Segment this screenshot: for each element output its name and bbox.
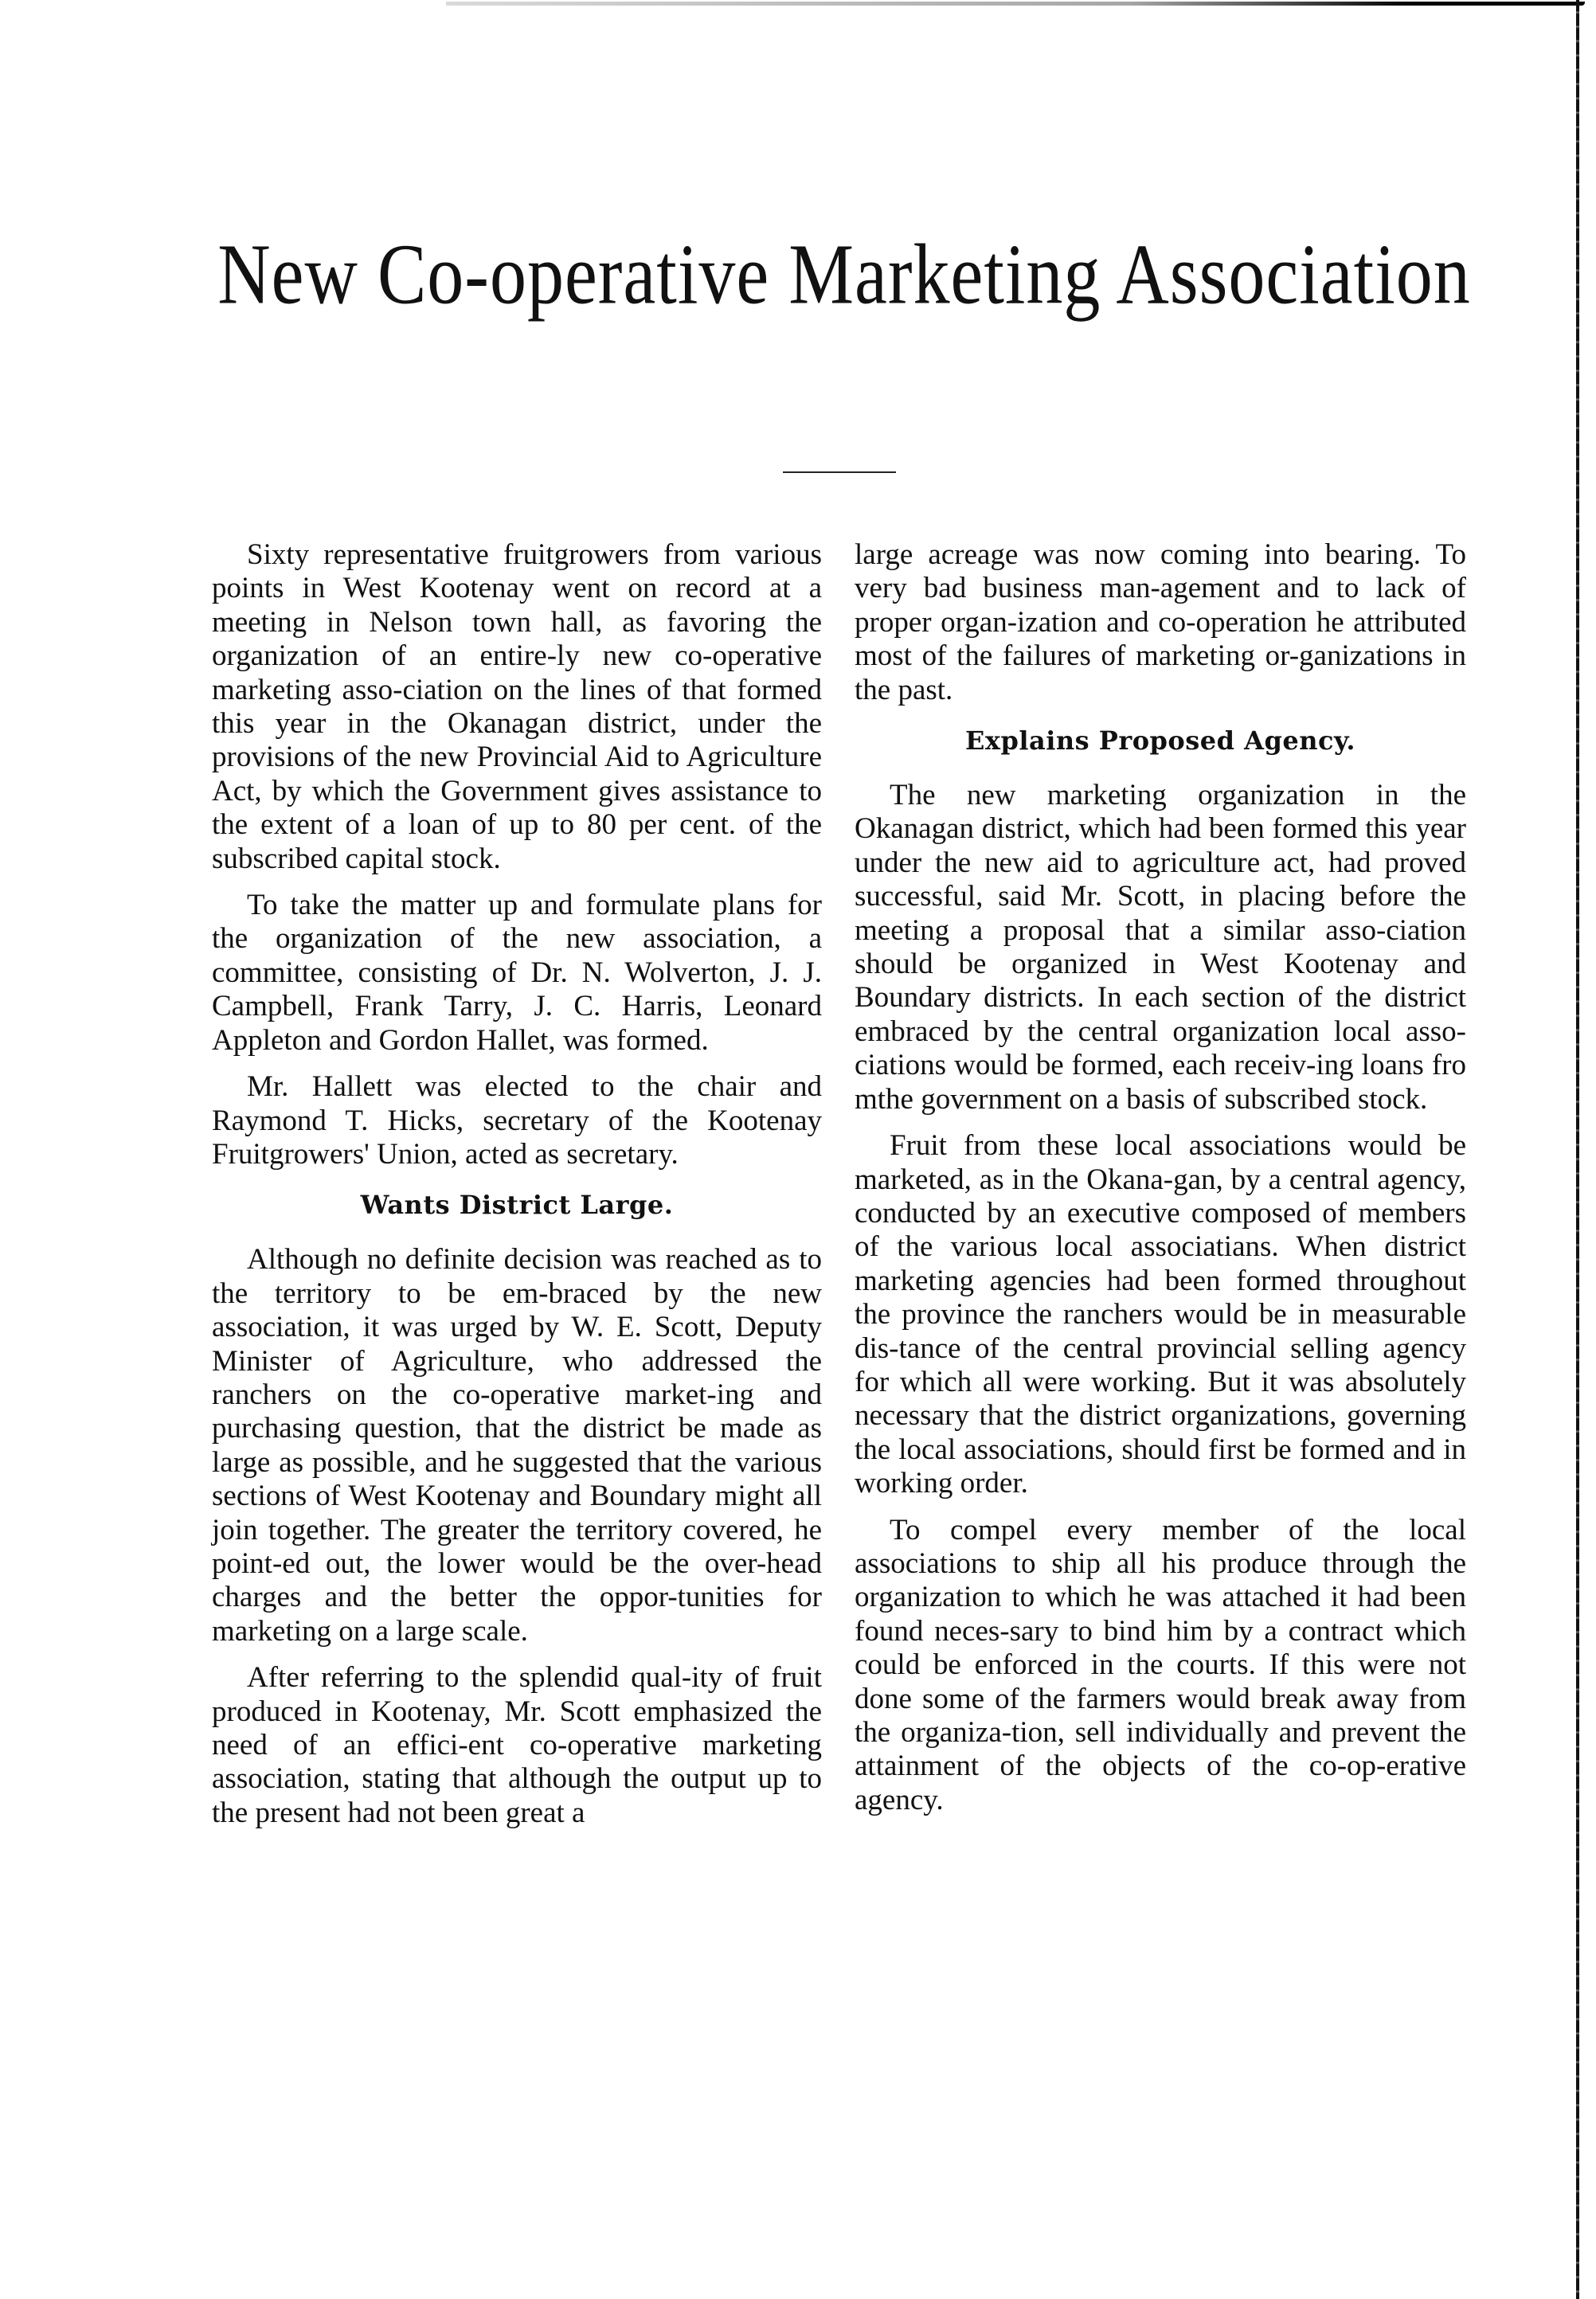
left-column [212, 538, 822, 1843]
paragraph: To take the matter up and formulate plans for the organization of the new association, a committee, consisting of Dr. N. Wolverton, J. J. Campbell, Frank Tarry, J. C. Harris, Leonard Appleton and Gordon Hallet, was formed. [212, 889, 822, 1057]
paragraph-continuation: large acreage was now coming into bearing. To very bad business man-agement and to lack of proper organ-ization and co-operation he attributed most of the failures of marketing or-ganizations in the past. [855, 538, 1466, 706]
paragraph: Fruit from these local associations would be marketed, as in the Okana-gan, by a central agency, conducted by an executive composed of members of the various local associatians. When district marketing agencies had been formed throughout the province the ranchers would be in measurable dis-tance of the central provincial selling agency for which all were working. But it was absolutely necessary that the district organizations, governing the local associations, should first be formed and in working order. [855, 1129, 1466, 1500]
article-title: New Co-operative Marketing Association [217, 225, 1471, 323]
paragraph: Mr. Hallett was elected to the chair and Raymond T. Hicks, secretary of the Kootenay Fruitgrowers' Union, acted as secretary. [212, 1070, 822, 1171]
title-divider [783, 471, 896, 473]
paragraph: The new marketing organization in the Okanagan district, which had been formed this year under the new aid to agriculture act, had proved successful, said Mr. Scott, in placing before the meeting a proposal that a similar asso-ciation should be organized in West Kootenay and Boundary districts. In each section of the district embraced by the central organization local asso-ciations would be formed, each receiv-ing loans fro mthe government on a basis of subscribed stock. [855, 779, 1466, 1116]
paragraph: To compel every member of the local associations to ship all his produce through the organization to which he was attached it had been found neces-sary to bind him by a contract which could be enforced in the courts. If this were not done some of the farmers would break away from the organiza-tion, sell individually and prevent the attainment of the objects of the co-op-erative agency. [855, 1513, 1466, 1816]
paragraph: After referring to the splendid qual-ity of fruit produced in Kootenay, Mr. Scott emphasized the need of an effici-ent co-operative marketing association, stating that although the output up to the present had not been great a [212, 1661, 822, 1829]
paragraph: Although no definite decision was reached as to the territory to be em-braced by the new association, it was urged by W. E. Scott, Deputy Minister of Agriculture, who addressed the ranchers on the co-operative market-ing and purchasing question, that the district be made as large as possible, and he suggested that the various sections of West Kootenay and Boundary might all join together. The greater the territory covered, he point-ed out, the lower would be the over-head charges and the better the oppor-tunities for marketing on a large scale. [212, 1243, 822, 1648]
scan-edge-right [1576, 0, 1579, 2299]
subheading-explains-proposed-agency: Explains Proposed Agency. [964, 725, 1356, 757]
paragraph: Sixty representative fruitgrowers from various points in West Kootenay went on record at a meeting in Nelson town hall, as favoring the organization of an entire-ly new co-operative marketing asso-ciation on the lines of that formed this year in the Okanagan district, under the provisions of the new Provincial Aid to Agriculture Act, by which the Government gives assistance to the extent of a loan of up to 80 per cent. of the subscribed capital stock. [212, 538, 822, 875]
right-column [855, 538, 1466, 1830]
scan-edge-top [446, 2, 1585, 6]
subheading-wants-district-large: Wants District Large. [360, 1190, 674, 1221]
